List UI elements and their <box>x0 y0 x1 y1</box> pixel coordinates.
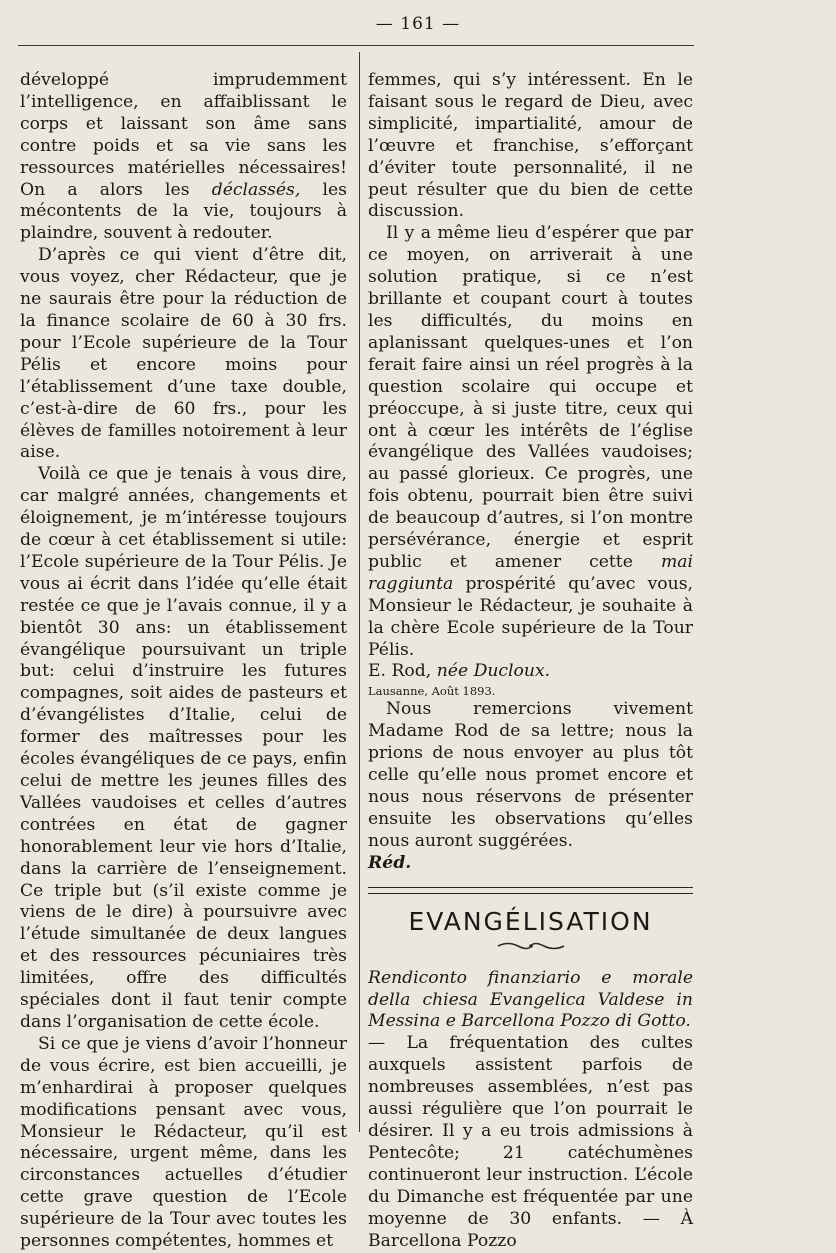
italic-term: déclassés, <box>211 179 301 200</box>
left-column <box>20 70 347 1253</box>
text-run: prospérité qu’avec vous, Monsieur le Rédacteur, je souhaite à la chère Ecole supérieure de la Tour Pélis. <box>368 573 694 660</box>
signature-name: E. Rod, <box>368 661 432 682</box>
paragraph <box>368 223 693 661</box>
signature-note: née Ducloux. <box>436 661 551 682</box>
place-date: Lausanne, Août 1893. <box>368 684 496 699</box>
signature <box>368 661 693 683</box>
text-run: Il y a même lieu d’espérer que par ce moyen, on arriverait à une solution pratique, si ce n’est brillante et coupant court à toutes les difficultés, du moins en aplanissant quelques-unes et l’on ferait faire ainsi un réel progrès à la question scolaire qui occupe et préoccupe, à si juste titre, ceux qui ont à cœur les intérêts de l’église évangélique des Vallées vaudoises; au passé glorieux. Ce progrès, une fois obtenu, pourrait bien être suivi de beaucoup d’autres, si l’on montre persévérance, énergie et esprit public et amener cette <box>368 223 693 572</box>
page-number: — 161 — <box>375 14 461 34</box>
paragraph: Si ce que je viens d’avoir l’honneur de vous écrire, est bien accueilli, je m’enhardirai à proposer quelques modifications pensant avec vous, Monsieur le Rédacteur, qu’il est nécessaire, urgent même, dans les circonstances actuelles d’étudier cette grave question de l’Ecole supérieure de la Tour avec toutes les personnes compétentes, hommes et <box>20 1033 347 1252</box>
paragraph: Voilà ce que je tenais à vous dire, car malgré années, changements et éloignement, je m’intéresse toujours de cœur à cet établissement si utile: l’Ecole supérieure de la Tour Pélis. Je vous ai écrit dans l’idée qu’elle était restée ce que je l’avais connue, il y a bientôt 30 ans: un établissement évangélique poursuivant un triple but: celui d’instruire les futures compagnes, soit aides de pasteurs et d’évangélistes d’Italie, celui de former des maîtresses pour les écoles évangéliques de ce pays, enfin celui de mettre les jeunes filles des Vallées vaudoises et celles d’autres contrées en état de gagner honorablement leur vie hors d’Italie, dans la carrière de l’enseignement. Ce triple but (s’il existe comme je viens de le dire) à poursuivre avec l’étude simultanée de deux langues et des ressources pécuniaires très limitées, offre des difficultés spéciales dont il faut tenir compte dans l’organisation de cette école. <box>20 464 347 1032</box>
text-run: développé imprudemment l’intelligence, en affaiblissant le corps et laissant son âme sans contre poids et sa vie sans les ressources matérielles nécessaires! On a alors les <box>20 70 347 200</box>
section-rule <box>368 887 693 894</box>
paragraph <box>20 70 347 245</box>
ornament-icon <box>496 940 566 952</box>
editor-signature: Réd. <box>368 852 412 873</box>
report-title: Rendiconto finanziario e morale della chiesa Evangelica Valdese in Messina e Barcellona Pozzo di Gotto. <box>368 967 693 1032</box>
paragraph: femmes, qui s’y intéressent. En le faisant sous le regard de Dieu, avec simplicité, impartialité, amour de l’œuvre et franchise, s’efforçant d’éviter toute personnalité, il ne peut résulter que du bien de cette discussion. <box>368 70 693 222</box>
section-title: EVANGÉLISATION <box>408 906 653 936</box>
text-run: les mécontents de la vie, toujours à plaindre, souvent à redouter. <box>20 179 347 244</box>
column-divider <box>359 52 360 1132</box>
paragraph: — La fréquentation des cultes auxquels assistent parfois de nombreuses assemblées, n’est pas aussi régulière que l’on pourrait le désirer. Il y a eu trois admissions à Pentecôte; 21 catéchumènes continueront leur instruction. L’école du Dimanche est fréquentée par une moyenne de 30 enfants. — À Barcellona Pozzo <box>368 1033 693 1251</box>
paragraph: D’après ce qui vient d’être dit, vous voyez, cher Rédacteur, que je ne saurais être pour la réduction de la finance scolaire de 60 à 30 frs. pour l’Ecole supérieure de la Tour Pélis et encore moins pour l’établissement d’une taxe double, c’est-à-dire de 60 frs., pour les élèves de familles notoirement à leur aise. <box>20 245 347 463</box>
italic-phrase: mai raggiunta <box>368 551 693 594</box>
right-column <box>368 70 693 1252</box>
paragraph: Nous remercions vivement Madame Rod de sa lettre; nous la prions de nous envoyer au plus tôt celle qu’elle nous promet encore et nous nous réservons de présenter ensuite les observations qu’elles nous auront suggérées. <box>368 699 693 851</box>
header-rule <box>18 45 694 46</box>
